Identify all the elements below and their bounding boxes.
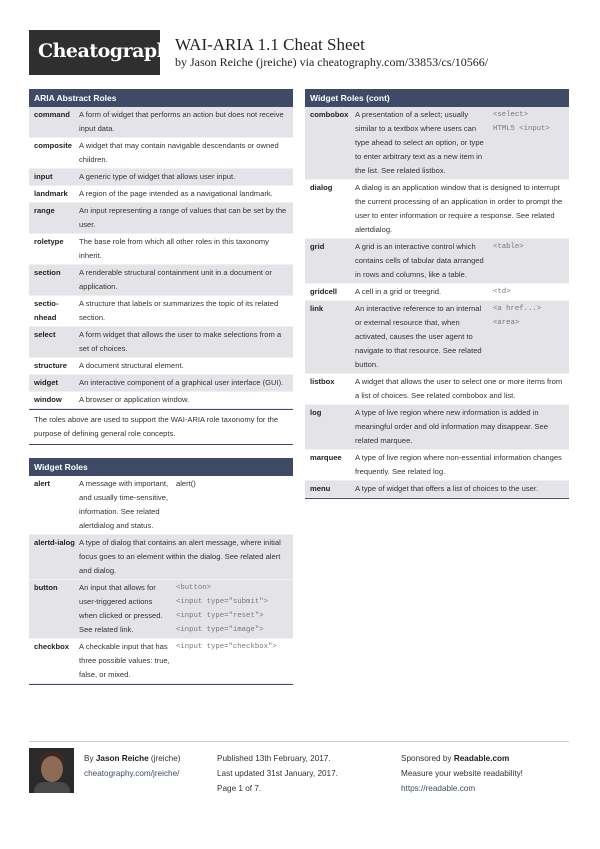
footer-author [84, 751, 181, 781]
role-term: sectio-nhead [34, 299, 59, 322]
role-desc: A region of the page intended as a navigational landmark. [79, 189, 273, 198]
table-row [29, 265, 293, 296]
table-row [305, 405, 569, 450]
by-label: By [84, 754, 94, 763]
table-row [305, 374, 569, 405]
role-desc: A type of live region where new information is added in meaningful order and old information may disappear. See related marquee. [355, 408, 548, 445]
table-row [29, 580, 293, 639]
role-desc: A generic type of widget that allows user input. [79, 172, 236, 181]
role-desc: An interactive reference to an internal or external resource that, when activated, causes the user agent to navigate to that resource. See related button. [355, 304, 482, 369]
role-desc: A document structural element. [79, 361, 184, 370]
author-name: Jason Reiche [95, 754, 149, 763]
role-desc: A form of widget that performs an action but does not receive input data. [79, 110, 284, 133]
role-term: section [34, 268, 61, 277]
table-row [305, 107, 569, 180]
sponsor-tagline: Measure your website readability! [401, 769, 523, 778]
role-code [487, 108, 569, 178]
footer-divider [29, 741, 569, 742]
sponsor-name: Readable.com [453, 754, 510, 763]
role-term: grid [310, 242, 325, 251]
role-desc: A form widget that allows the user to make selections from a set of choices. [79, 330, 282, 353]
page-number: Page 1 of 7. [217, 784, 262, 793]
table-row [29, 169, 293, 186]
role-desc: A presentation of a select; usually similar to a textbox where users can type ahead to select an option, or type to enter arbitrary text as a new item in the list. See related listbox. [355, 110, 484, 175]
role-term: widget [34, 378, 59, 387]
role-desc: A dialog is an application window that is designed to interrupt the current processing of an application in order to prompt the user to enter information or require a response. See related alertdialog. [355, 183, 563, 234]
role-desc: A structure that labels or summarizes the topic of its related section. [79, 299, 279, 322]
role-desc: A type of live region where non-essential information changes frequently. See related log. [355, 453, 562, 476]
role-desc: A widget that may contain navigable descendants or owned children. [79, 141, 279, 164]
role-term: combobox [310, 110, 349, 119]
role-term: command [34, 110, 70, 119]
role-code: <td> [493, 288, 511, 296]
table-row [29, 234, 293, 265]
section-note: The roles above are used to support the WAI-ARIA role taxonomy for the purpose of defining general role concepts. [29, 409, 293, 444]
code-line: <input type="image"> [176, 626, 264, 634]
role-term: input [34, 172, 53, 181]
role-desc: A widget that allows the user to select one or more items from a list of choices. See related combobox and list. [355, 377, 563, 400]
table-row [29, 296, 293, 327]
page-header [29, 30, 569, 75]
table-row [29, 186, 293, 203]
table-row [29, 358, 293, 375]
code-line: <select> [493, 111, 529, 119]
section-heading: Widget Roles [29, 458, 293, 476]
table-row [305, 180, 569, 239]
logo-text: Cheatography [38, 40, 181, 62]
role-desc: An interactive component of a graphical user interface (GUI). [79, 378, 284, 387]
role-term: dialog [310, 183, 333, 192]
table-row [29, 327, 293, 358]
role-term: roletype [34, 237, 64, 246]
author-line [84, 751, 181, 766]
role-code: <input type="checkbox"> [176, 643, 277, 651]
code-line: HTML5 <input> [493, 125, 550, 133]
role-term: composite [34, 141, 72, 150]
table-row [29, 476, 293, 535]
code-line: <a href...> [493, 305, 542, 313]
table-row [305, 481, 569, 498]
widget-roles-cont-section [305, 89, 569, 499]
table-row [305, 450, 569, 481]
sponsor-link[interactable]: https://readable.com [401, 784, 476, 793]
section-heading: Widget Roles (cont) [305, 89, 569, 107]
role-desc: The base role from which all other roles in this taxonomy inherit. [79, 237, 269, 260]
code-line: <area> [493, 319, 520, 327]
code-line: <input type="reset"> [176, 612, 264, 620]
code-line: <button> [176, 584, 212, 592]
updated-date: Last updated 31st January, 2017. [217, 769, 338, 778]
table-row [29, 375, 293, 392]
role-desc: A checkable input that has three possible values: true, false, or mixed. [79, 642, 170, 679]
page-title: WAI-ARIA 1.1 Cheat Sheet [175, 35, 365, 54]
table-row [29, 203, 293, 234]
table-row [305, 239, 569, 284]
role-term: button [34, 583, 58, 592]
right-column [305, 89, 569, 512]
role-desc: A type of dialog that contains an alert message, where initial focus goes to an element within the dialog. See related alert and dialog. [79, 538, 281, 575]
role-desc: A browser or application window. [79, 395, 190, 404]
published-date: Published 13th February, 2017. [217, 754, 331, 763]
role-term: menu [310, 484, 331, 493]
role-term: window [34, 395, 62, 404]
role-code [487, 302, 569, 372]
role-term: checkbox [34, 642, 70, 651]
table-row [29, 107, 293, 138]
table-row [305, 284, 569, 301]
table-row [29, 639, 293, 684]
table-row [29, 138, 293, 169]
role-term: link [310, 304, 324, 313]
page-footer [29, 741, 569, 801]
widget-roles-section [29, 458, 293, 685]
role-code [170, 581, 293, 637]
footer-sponsor [401, 751, 523, 796]
role-desc: A cell in a grid or treegrid. [355, 287, 442, 296]
role-term: listbox [310, 377, 335, 386]
abstract-roles-section [29, 89, 293, 445]
sponsor-line [401, 751, 523, 766]
role-term: select [34, 330, 56, 339]
footer-dates [217, 751, 338, 796]
cheatography-logo[interactable] [29, 30, 181, 75]
role-term: gridcell [310, 287, 338, 296]
avatar [29, 748, 74, 793]
role-term: alertd-ialog [34, 538, 75, 547]
role-desc: An input that allows for user-triggered actions when clicked or pressed. See related link. [79, 583, 163, 634]
role-code: alert() [176, 479, 196, 488]
role-term: range [34, 206, 55, 215]
left-column [29, 89, 293, 698]
role-desc: A message with important, and usually time-sensitive, information. See related alertdialog and status. [79, 479, 169, 530]
page-subtitle[interactable]: by Jason Reiche (jreiche) via cheatography.com/33853/cs/10566/ [175, 55, 489, 69]
author-link[interactable]: cheatography.com/jreiche/ [84, 769, 180, 778]
role-desc: An input representing a range of values that can be set by the user. [79, 206, 287, 229]
code-line: <input type="submit"> [176, 598, 268, 606]
table-row [305, 301, 569, 374]
role-desc: A type of widget that offers a list of choices to the user. [355, 484, 539, 493]
section-heading: ARIA Abstract Roles [29, 89, 293, 107]
role-term: structure [34, 361, 67, 370]
role-desc: A renderable structural containment unit in a document or application. [79, 268, 272, 291]
table-row [29, 392, 293, 409]
role-term: alert [34, 479, 51, 488]
role-desc: A grid is an interactive control which contains cells of tabular data arranged in rows and columns, like a table. [355, 242, 484, 279]
author-handle: (jreiche) [150, 754, 181, 763]
table-row [29, 535, 293, 580]
role-term: log [310, 408, 322, 417]
role-code: <table> [493, 243, 524, 251]
role-term: marquee [310, 453, 342, 462]
sponsor-label: Sponsored by [401, 754, 452, 763]
role-term: landmark [34, 189, 68, 198]
